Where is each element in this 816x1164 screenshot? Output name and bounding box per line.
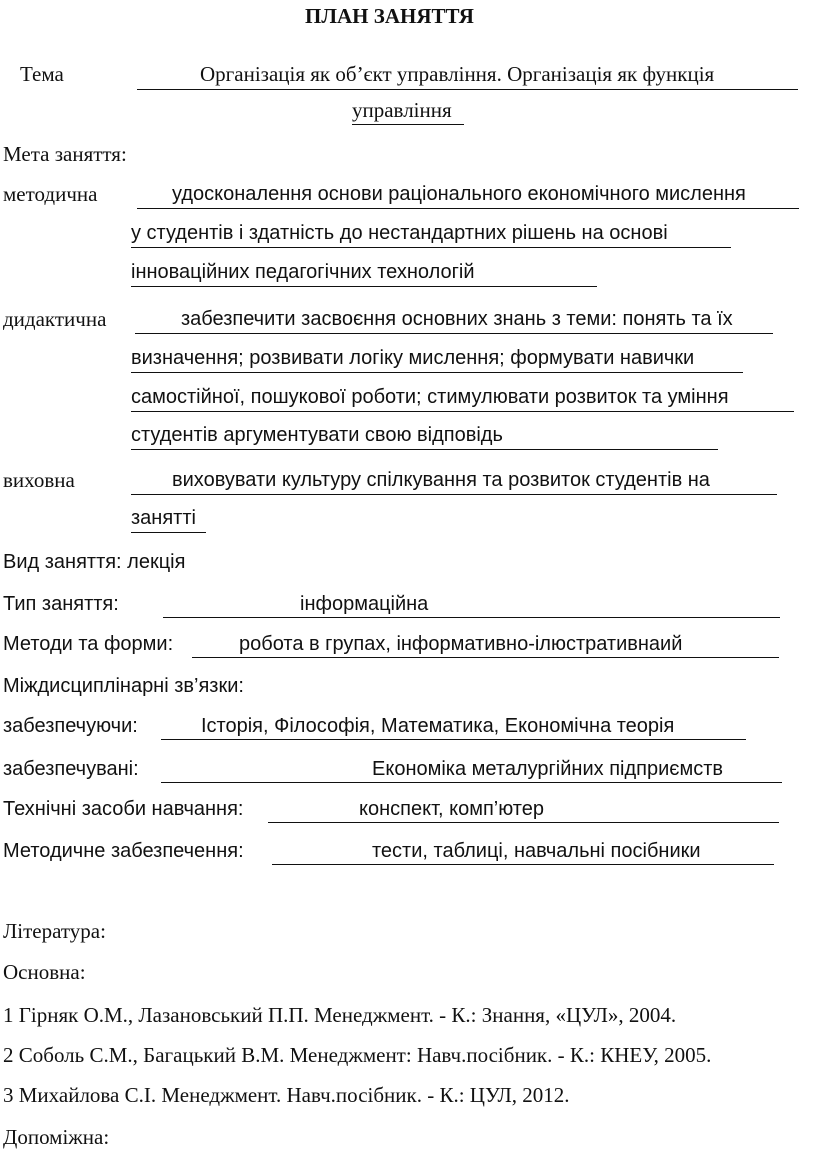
page-title: ПЛАН ЗАНЯТТЯ (305, 4, 474, 28)
method-support-underline (272, 864, 774, 865)
didactic-underline-2 (131, 372, 743, 373)
didactic-underline-3 (131, 411, 794, 412)
main-ref-3: 3 Михайлова С.І. Менеджмент. Навч.посібник. - К.: ЦУЛ, 2012. (3, 1083, 570, 1107)
lesson-type-underline (163, 617, 780, 618)
educational-line-1: виховувати культуру спілкування та розвиток студентів на (172, 469, 710, 491)
main-literature-heading: Основна: (3, 960, 86, 984)
educational-underline-2 (131, 532, 206, 533)
providing-label: забезпечуючи: (3, 715, 138, 737)
methodical-line-2: у студентів і здатність до нестандартних рішень на основі (131, 222, 668, 244)
tech-means-label: Технічні засоби навчання: (3, 798, 244, 820)
educational-label: виховна (3, 468, 75, 492)
topic-underline-1 (137, 89, 798, 90)
provided-underline (161, 782, 782, 783)
didactic-line-4: студентів аргументувати свою відповідь (131, 424, 503, 446)
main-ref-1: 1 Гірняк О.М., Лазановський П.П. Менеджмент. - К.: Знання, «ЦУЛ», 2004. (3, 1003, 677, 1027)
lesson-type-label: Тип заняття: (3, 593, 119, 615)
main-ref-2: 2 Соболь С.М., Багацький В.М. Менеджмент: Навч.посібник. - К.: КНЕУ, 2005. (3, 1043, 712, 1067)
educational-line-2: занятті (131, 507, 196, 529)
goal-heading: Мета заняття: (3, 142, 127, 166)
method-support-value: тести, таблиці, навчальні посібники (372, 840, 701, 862)
topic-value-line1: Організація як об’єкт управління. Організація як функція (200, 62, 715, 86)
topic-underline-2 (352, 124, 464, 125)
methods-label: Методи та форми: (3, 633, 174, 655)
method-support-label: Методичне забезпечення: (3, 840, 244, 862)
methodical-underline-3 (131, 286, 597, 287)
lesson-kind: Вид заняття: лекція (3, 551, 186, 573)
topic-label: Тема (20, 62, 64, 86)
aux-literature-heading: Допоміжна: (3, 1125, 110, 1149)
didactic-label: дидактична (3, 307, 107, 331)
educational-underline-1 (131, 494, 777, 495)
didactic-line-2: визначення; розвивати логіку мислення; формувати навички (131, 347, 695, 369)
lesson-type-value: інформаційна (300, 593, 429, 615)
provided-label: забезпечувані: (3, 758, 139, 780)
literature-heading: Література: (3, 919, 106, 943)
methodical-underline-2 (131, 247, 731, 248)
methodical-line-1: удосконалення основи раціонального економічного мислення (172, 183, 746, 205)
providing-underline (161, 739, 746, 740)
didactic-underline-4 (131, 449, 718, 450)
methods-value: робота в групах, інформативно-ілюстративнаий (239, 633, 683, 655)
didactic-underline-1 (135, 333, 773, 334)
provided-value: Економіка металургійних підприємств (372, 758, 723, 780)
tech-means-value: конспект, комп’ютер (359, 798, 544, 820)
interdisciplinary-heading: Міждисциплінарні зв’язки: (3, 675, 244, 697)
methods-underline (192, 657, 779, 658)
didactic-line-3: самостійної, пошукової роботи; стимулювати розвиток та уміння (131, 386, 729, 408)
methodical-label: методична (3, 182, 98, 206)
topic-value-line2: управління (352, 98, 452, 122)
tech-means-underline (268, 822, 779, 823)
didactic-line-1: забезпечити засвоєння основних знань з теми: понять та їх (181, 308, 733, 330)
methodical-line-3: інноваційних педагогічних технологій (131, 261, 475, 283)
methodical-underline-1 (137, 208, 799, 209)
providing-value: Історія, Філософія, Математика, Економічна теорія (201, 715, 675, 737)
